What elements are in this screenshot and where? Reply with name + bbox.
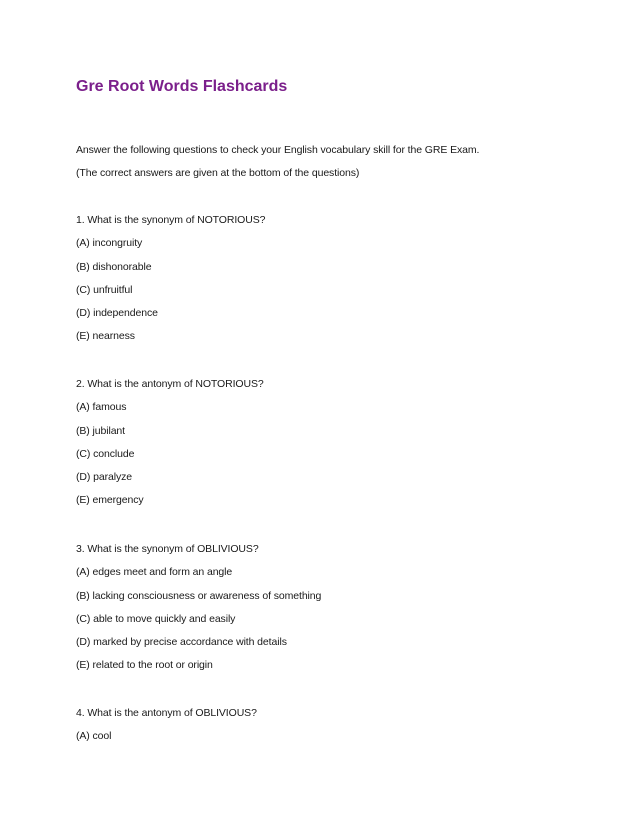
question-prompt: 4. What is the antonym of OBLIVIOUS? xyxy=(76,707,257,719)
answer-option-d: (D) paralyze xyxy=(76,471,132,484)
answer-option-c: (C) unfruitful xyxy=(76,283,133,296)
answer-option-c: (C) able to move quickly and easily xyxy=(76,612,236,625)
question-prompt: 3. What is the synonym of OBLIVIOUS? xyxy=(76,543,259,555)
answer-option-e: (E) emergency xyxy=(76,494,144,507)
question-1 xyxy=(76,209,265,349)
intro-note: (The correct answers are given at the bottom of the questions) xyxy=(76,167,360,180)
intro-line: Answer the following questions to check your English vocabulary skill for the GRE Exam. xyxy=(76,144,480,156)
answer-option-a: (A) edges meet and form an angle xyxy=(76,566,233,579)
answer-option-b: (B) jubilant xyxy=(76,424,125,437)
answer-option-e: (E) related to the root or origin xyxy=(76,659,213,672)
question-3 xyxy=(76,538,321,678)
answer-option-a: (A) cool xyxy=(76,730,112,743)
question-2 xyxy=(76,373,264,513)
answer-option-e: (E) nearness xyxy=(76,330,135,343)
answer-option-b: (B) lacking consciousness or awareness of something xyxy=(76,589,322,602)
answer-option-a: (A) incongruity xyxy=(76,237,143,250)
answer-option-c: (C) conclude xyxy=(76,447,135,460)
question-4 xyxy=(76,702,257,749)
answer-option-d: (D) independence xyxy=(76,307,158,320)
page-title: Gre Root Words Flashcards xyxy=(76,78,288,95)
answer-option-a: (A) famous xyxy=(76,401,127,414)
answer-option-b: (B) dishonorable xyxy=(76,260,152,273)
question-prompt: 2. What is the antonym of NOTORIOUS? xyxy=(76,378,264,390)
intro-paragraph xyxy=(76,139,479,186)
answer-option-d: (D) marked by precise accordance with details xyxy=(76,636,287,649)
question-prompt: 1. What is the synonym of NOTORIOUS? xyxy=(76,214,266,226)
